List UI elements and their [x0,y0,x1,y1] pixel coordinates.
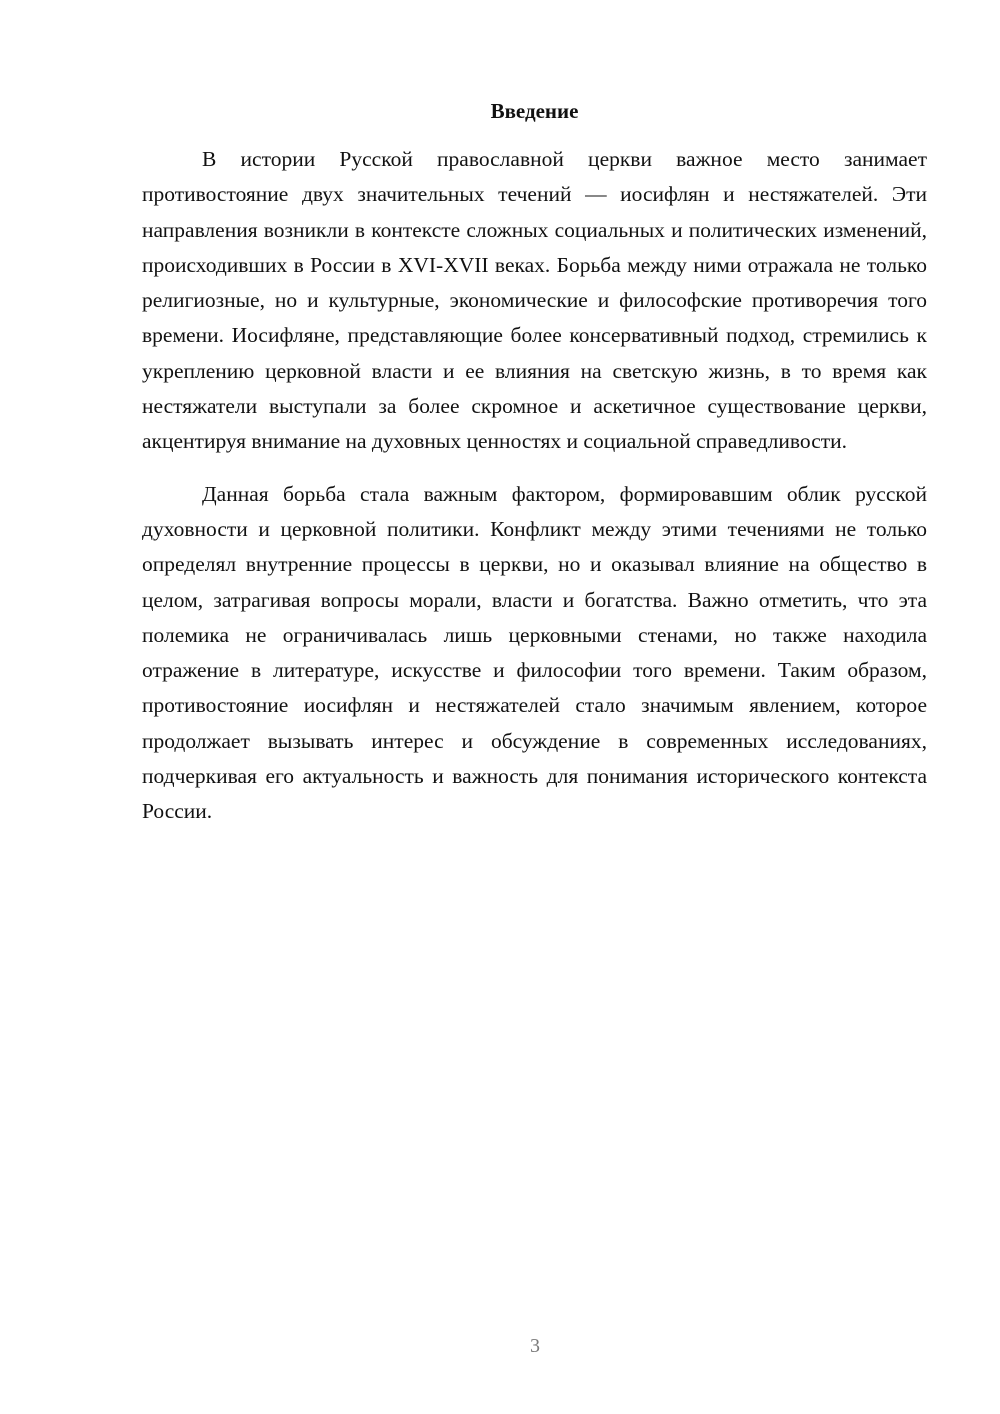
paragraph-1: В истории Русской православной церкви важное место занимает противостояние двух значительных течений — иосифлян и нестяжателей. Эти направления возникли в контексте сложных социальных и политических изменений, происходивших в России в XVI-XVII веках. Борьба между ними отражала не только религиозные, но и культурные, экономические и философские противоречия того времени. Иосифляне, представляющие более консервативный подход, стремились к укреплению церковной власти и ее влияния на светскую жизнь, в то время как нестяжатели выступали за более скромное и аскетичное существование церкви, акцентируя внимание на духовных ценностях и социальной справедливости. [142,147,927,454]
page-number: 3 [530,1335,540,1357]
section-heading: Введение [490,99,579,123]
paragraph-2: Данная борьба стала важным фактором, формировавшим облик русской духовности и церковной политики. Конфликт между этими течениями не только определял внутренние процессы в церкви, но и оказывал влияние на общество в целом, затрагивая вопросы морали, власти и богатства. Важно отметить, что эта полемика не ограничивалась лишь церковными стенами, но также находила отражение в литературе, искусстве и философии того времени. Таким образом, противостояние иосифлян и нестяжателей стало значимым явлением, которое продолжает вызывать интерес и обсуждение в современных исследованиях, подчеркивая его актуальность и важность для понимания исторического контекста России. [142,481,927,824]
body-text [142,142,927,830]
